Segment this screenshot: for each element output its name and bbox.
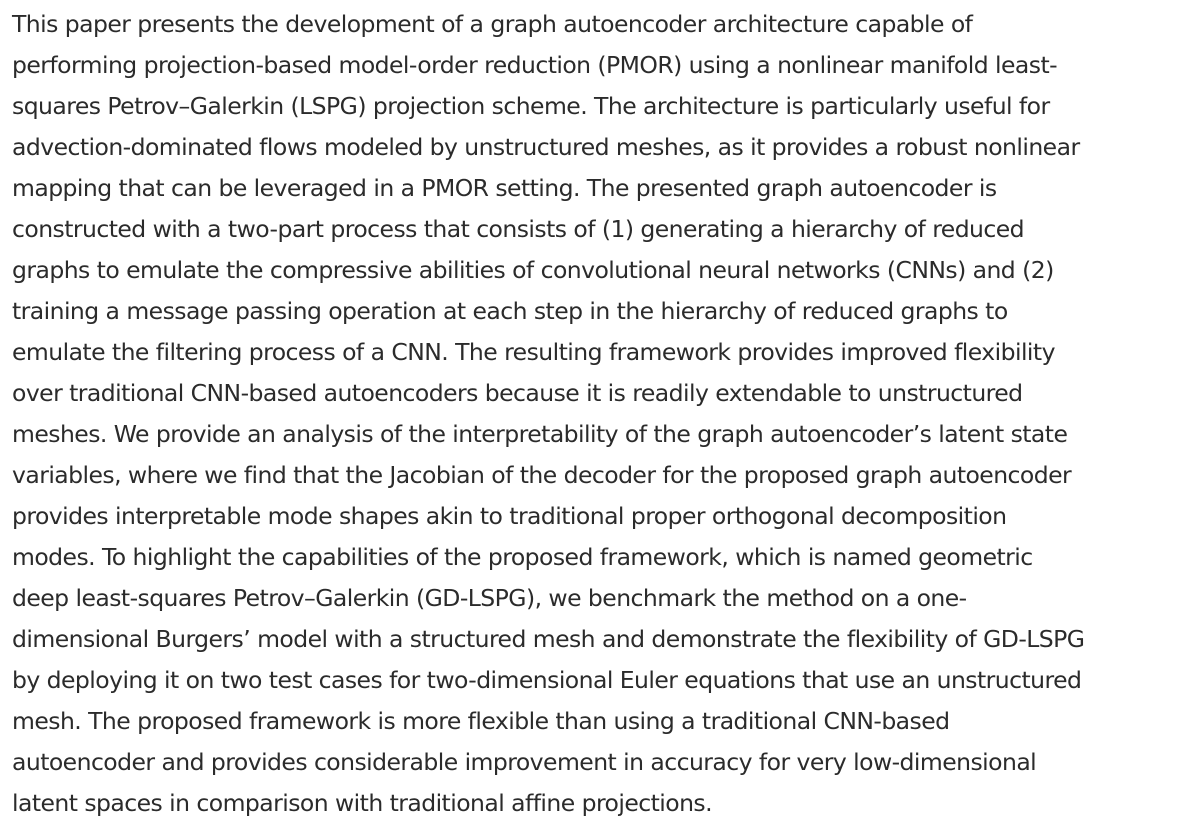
abstract-line: emulate the filtering process of a CNN. The resulting framework provides improved flexibility [12,338,1055,366]
abstract-line: dimensional Burgers’ model with a structured mesh and demonstrate the flexibility of GD-LSPG [12,625,1085,653]
abstract-line: training a message passing operation at each step in the hierarchy of reduced graphs to [12,297,1008,325]
abstract-line: performing projection-based model-order reduction (PMOR) using a nonlinear manifold least- [12,51,1058,79]
abstract-line: constructed with a two-part process that consists of (1) generating a hierarchy of reduced [12,215,1025,243]
abstract-line: provides interpretable mode shapes akin to traditional proper orthogonal decomposition [12,502,1007,530]
abstract-line: mesh. The proposed framework is more flexible than using a traditional CNN-based [12,707,950,735]
abstract-text [12,4,1196,824]
abstract-line: graphs to emulate the compressive abilities of convolutional neural networks (CNNs) and (2) [12,256,1054,284]
abstract-line: over traditional CNN-based autoencoders because it is readily extendable to unstructured [12,379,1023,407]
abstract-line: autoencoder and provides considerable improvement in accuracy for very low-dimensional [12,748,1037,776]
abstract-line: mapping that can be leveraged in a PMOR setting. The presented graph autoencoder is [12,174,997,202]
abstract-line: This paper presents the development of a graph autoencoder architecture capable of [12,10,973,38]
abstract-line: deep least-squares Petrov–Galerkin (GD-LSPG), we benchmark the method on a one- [12,584,967,612]
abstract-line: by deploying it on two test cases for two-dimensional Euler equations that use an unstructured [12,666,1082,694]
abstract-line: variables, where we find that the Jacobian of the decoder for the proposed graph autoencoder [12,461,1072,489]
abstract-line: latent spaces in comparison with traditional affine projections. [12,789,713,817]
abstract-line: meshes. We provide an analysis of the interpretability of the graph autoencoder’s latent state [12,420,1068,448]
abstract-line: advection-dominated flows modeled by unstructured meshes, as it provides a robust nonlinear [12,133,1080,161]
abstract-line: squares Petrov–Galerkin (LSPG) projection scheme. The architecture is particularly useful for [12,92,1050,120]
abstract-line: modes. To highlight the capabilities of the proposed framework, which is named geometric [12,543,1033,571]
